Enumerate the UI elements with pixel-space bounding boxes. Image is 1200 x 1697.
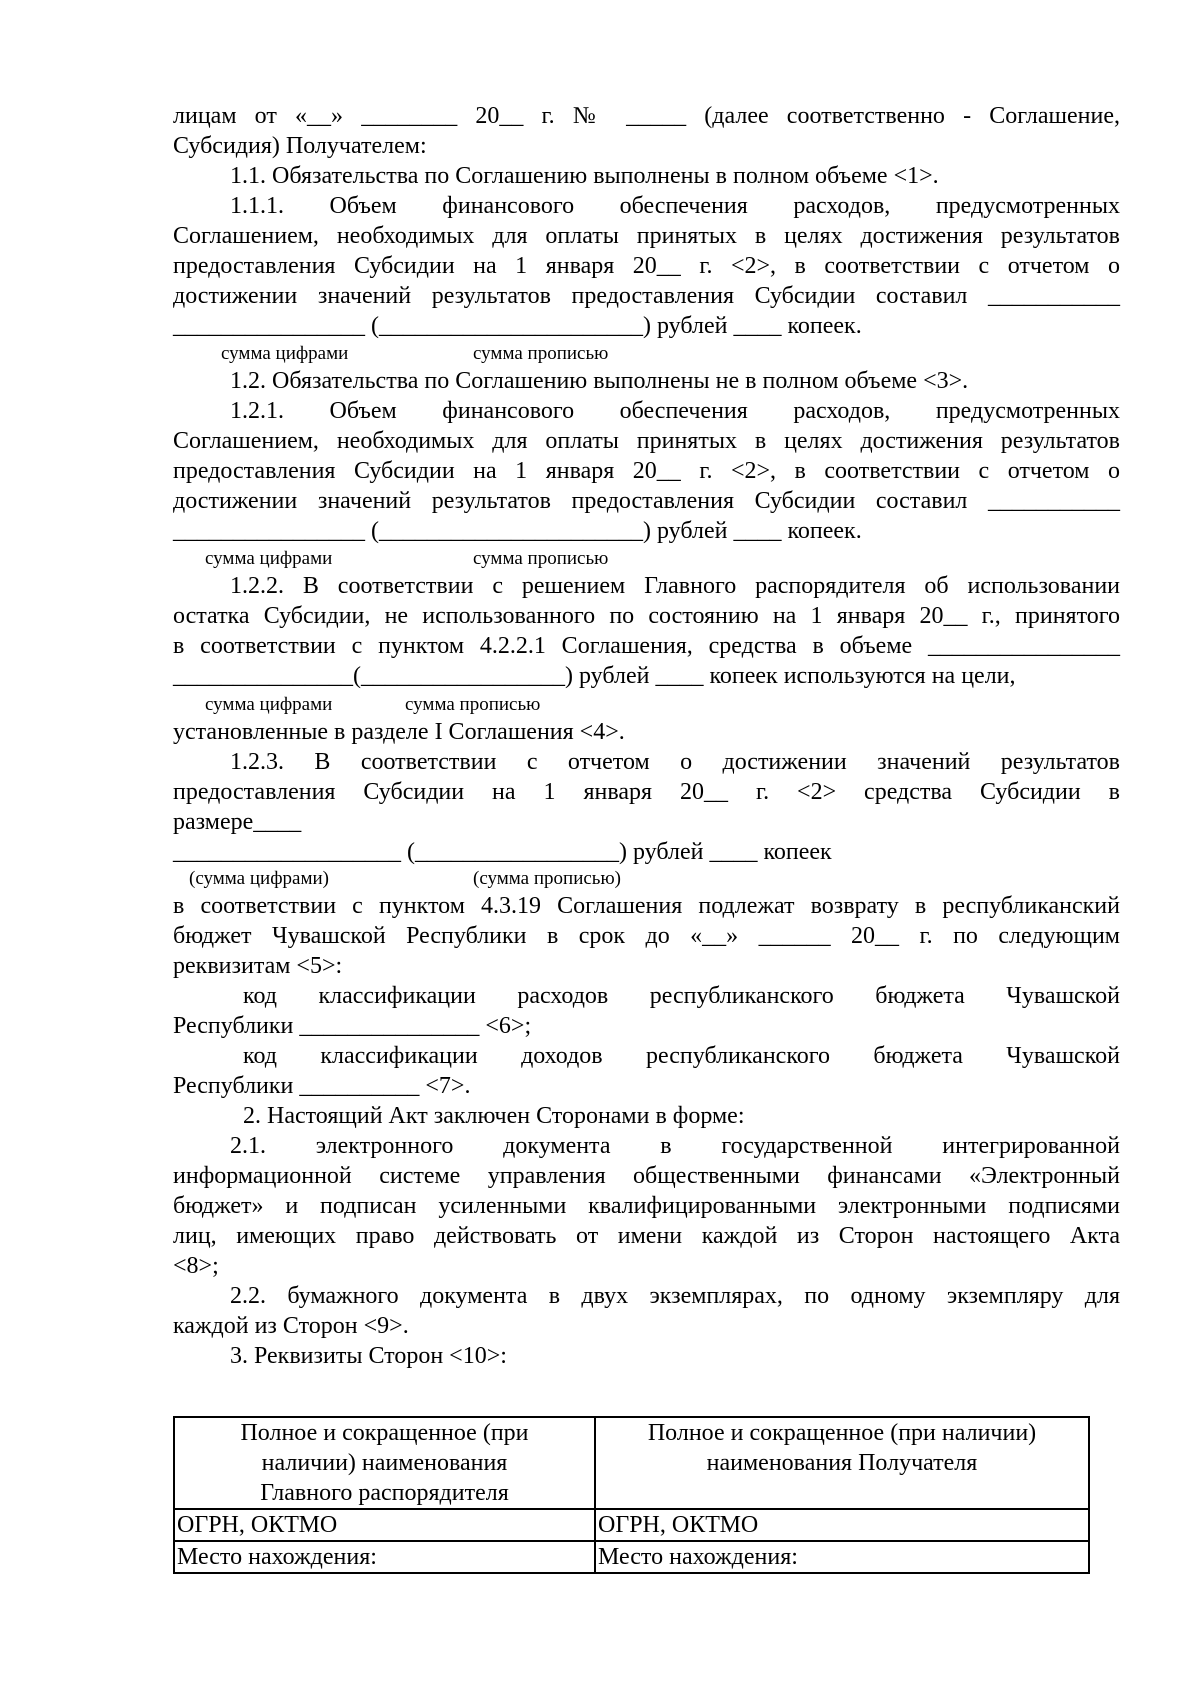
text-line: каждой из Сторон <9>. — [173, 1313, 409, 1339]
text-line: реквизитам <5>: — [173, 953, 343, 979]
caption-sum-words: (сумма прописью) — [473, 868, 621, 889]
text-line: ________________ (______________________) рублей ____ копеек. — [173, 518, 862, 544]
text-line: 2. Настоящий Акт заключен Сторонами в форме: — [243, 1103, 745, 1129]
document-page — [173, 0, 1120, 1697]
table-cell: ОГРН, ОКТМО — [595, 1509, 1089, 1541]
text-line: остатка Субсидии, не использованного по состоянию на 1 января 20__ г., принятого — [173, 603, 1120, 629]
text-line: ___________________ (_________________) рублей ____ копеек — [173, 839, 832, 865]
text-line: 2.1. электронного документа в государственной интегрированной — [230, 1133, 1120, 1159]
text-line: <8>; — [173, 1253, 219, 1279]
text-line: _______________(_________________) рублей ____ копеек используются на цели, — [173, 663, 1016, 689]
text-line: ________________ (______________________) рублей ____ копеек. — [173, 313, 862, 339]
text-line: Соглашением, необходимых для оплаты принятых в целях достижения результатов — [173, 223, 1120, 249]
text-line: предоставления Субсидии на 1 января 20__ г. <2> средства Субсидии в — [173, 779, 1120, 805]
table-cell: ОГРН, ОКТМО — [174, 1509, 595, 1541]
text-line: код классификации расходов республиканского бюджета Чувашской — [243, 983, 1120, 1009]
text-line: достижении значений результатов предоставления Субсидии составил ___________ — [173, 283, 1120, 309]
table-cell: Место нахождения: — [174, 1541, 595, 1573]
text-line: размере____ — [173, 809, 302, 835]
text-line: установленные в разделе I Соглашения <4>. — [173, 719, 625, 745]
text-line: предоставления Субсидии на 1 января 20__ г. <2>, в соответствии с отчетом о — [173, 458, 1120, 484]
text-line: достижении значений результатов предоставления Субсидии составил ___________ — [173, 488, 1120, 514]
text-line: Соглашением, необходимых для оплаты принятых в целях достижения результатов — [173, 428, 1120, 454]
table-row — [174, 1541, 1089, 1573]
caption-sum-digits: сумма цифрами — [221, 343, 349, 364]
text-line: бюджет Чувашской Республики в срок до «__» ______ 20__ г. по следующим — [173, 923, 1120, 949]
text-line: в соответствии с пунктом 4.2.2.1 Соглашения, средства в объеме ________________ — [173, 633, 1120, 659]
text-line: Субсидия) Получателем: — [173, 133, 427, 159]
text-line: 3. Реквизиты Сторон <10>: — [230, 1343, 507, 1369]
text-line: предоставления Субсидии на 1 января 20__ г. <2>, в соответствии с отчетом о — [173, 253, 1120, 279]
table-row — [174, 1509, 1089, 1541]
text-line: 1.1. Обязательства по Соглашению выполнены в полном объеме <1>. — [230, 163, 939, 189]
requisites-table — [173, 1416, 1090, 1574]
table-header-main-distributor: Полное и сокращенное (при наличии) наименования Главного распорядителя — [174, 1417, 595, 1509]
text-line: код классификации доходов республиканского бюджета Чувашской — [243, 1043, 1120, 1069]
table-header-recipient: Полное и сокращенное (при наличии) наименования Получателя — [595, 1417, 1089, 1509]
table-row — [174, 1417, 1089, 1509]
text-line: 1.2.2. В соответствии с решением Главного распорядителя об использовании — [230, 573, 1120, 599]
text-line: 1.2.1. Объем финансового обеспечения расходов, предусмотренных — [230, 398, 1120, 424]
text-line: бюджет» и подписан усиленными квалифицированными электронными подписями — [173, 1193, 1120, 1219]
text-line: 1.2.3. В соответствии с отчетом о достижении значений результатов — [230, 749, 1120, 775]
caption-sum-digits: сумма цифрами — [205, 694, 333, 715]
text-line: Республики __________ <7>. — [173, 1073, 471, 1099]
caption-sum-digits: (сумма цифрами) — [189, 868, 329, 889]
text-line: в соответствии с пунктом 4.3.19 Соглашения подлежат возврату в республиканский — [173, 893, 1120, 919]
text-line: 2.2. бумажного документа в двух экземплярах, по одному экземпляру для — [230, 1283, 1120, 1309]
text-line: лиц, имеющих право действовать от имени каждой из Сторон настоящего Акта — [173, 1223, 1120, 1249]
text-line: лицам от «__» ________ 20__ г. № _____ (далее соответственно - Соглашение, — [173, 103, 1120, 129]
caption-sum-digits: сумма цифрами — [205, 548, 333, 569]
text-line: 1.1.1. Объем финансового обеспечения расходов, предусмотренных — [230, 193, 1120, 219]
text-line: 1.2. Обязательства по Соглашению выполнены не в полном объеме <3>. — [230, 368, 969, 394]
caption-sum-words: сумма прописью — [473, 343, 609, 364]
table-cell: Место нахождения: — [595, 1541, 1089, 1573]
caption-sum-words: сумма прописью — [473, 548, 609, 569]
text-line: информационной системе управления общественными финансами «Электронный — [173, 1163, 1120, 1189]
text-line: Республики _______________ <6>; — [173, 1013, 532, 1039]
caption-sum-words: сумма прописью — [405, 694, 541, 715]
